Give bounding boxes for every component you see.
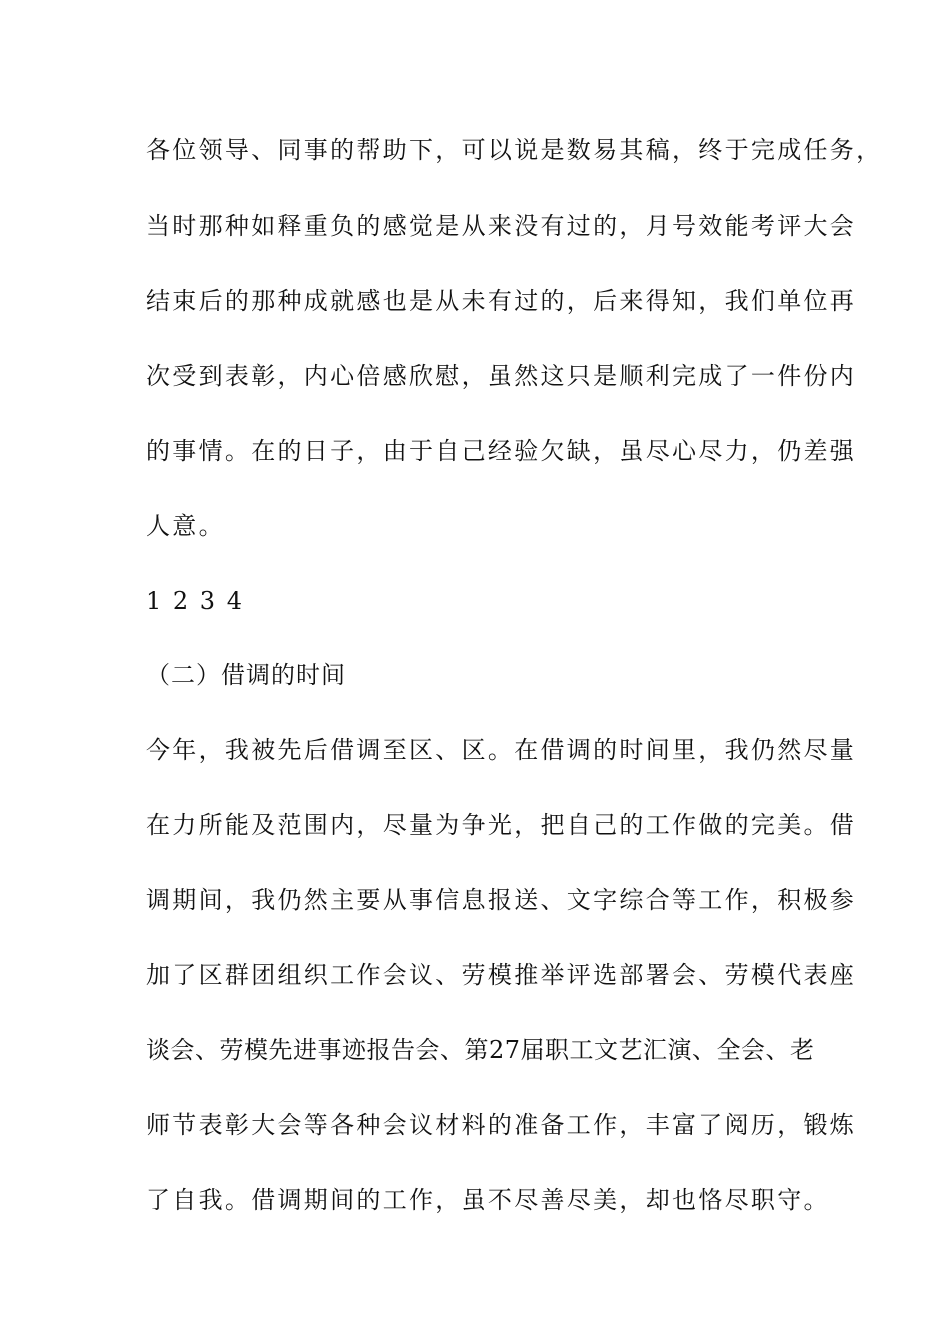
paragraph-line: 结束后的那种成就感也是从未有过的，后来得知，我们单位再: [146, 287, 857, 315]
paragraph-line: 师节表彰大会等各种会议材料的准备工作，丰富了阅历，锻炼: [146, 1111, 857, 1139]
page-numbers: 1 2 3 4: [146, 587, 242, 615]
paragraph-line: 人意。: [146, 512, 225, 540]
paragraph-line: 今年，我被先后借调至区、区。在借调的时间里，我仍然尽量: [146, 736, 857, 764]
paragraph-line: 调期间，我仍然主要从事信息报送、文字综合等工作，积极参: [146, 886, 857, 914]
paragraph-line: 当时那种如释重负的感觉是从来没有过的，月号效能考评大会: [146, 212, 857, 240]
paragraph-line: 的事情。在的日子，由于自己经验欠缺，虽尽心尽力，仍差强: [146, 437, 857, 465]
section-heading: （二）借调的时间: [146, 661, 346, 689]
paragraph-line: 在力所能及范围内，尽量为争光，把自己的工作做的完美。借: [146, 811, 857, 839]
paragraph-line: 谈会、劳模先进事迹报告会、第27届职工文艺汇演、全会、老: [146, 1036, 815, 1064]
paragraph-line: 加了区群团组织工作会议、劳模推举评选部署会、劳模代表座: [146, 961, 857, 989]
paragraph-line: 次受到表彰，内心倍感欣慰，虽然这只是顺利完成了一件份内: [146, 362, 857, 390]
paragraph-line: 了自我。借调期间的工作，虽不尽善尽美，却也恪尽职守。: [146, 1186, 830, 1214]
paragraph-line: 各位领导、同事的帮助下，可以说是数易其稿，终于完成任务，: [146, 136, 883, 164]
